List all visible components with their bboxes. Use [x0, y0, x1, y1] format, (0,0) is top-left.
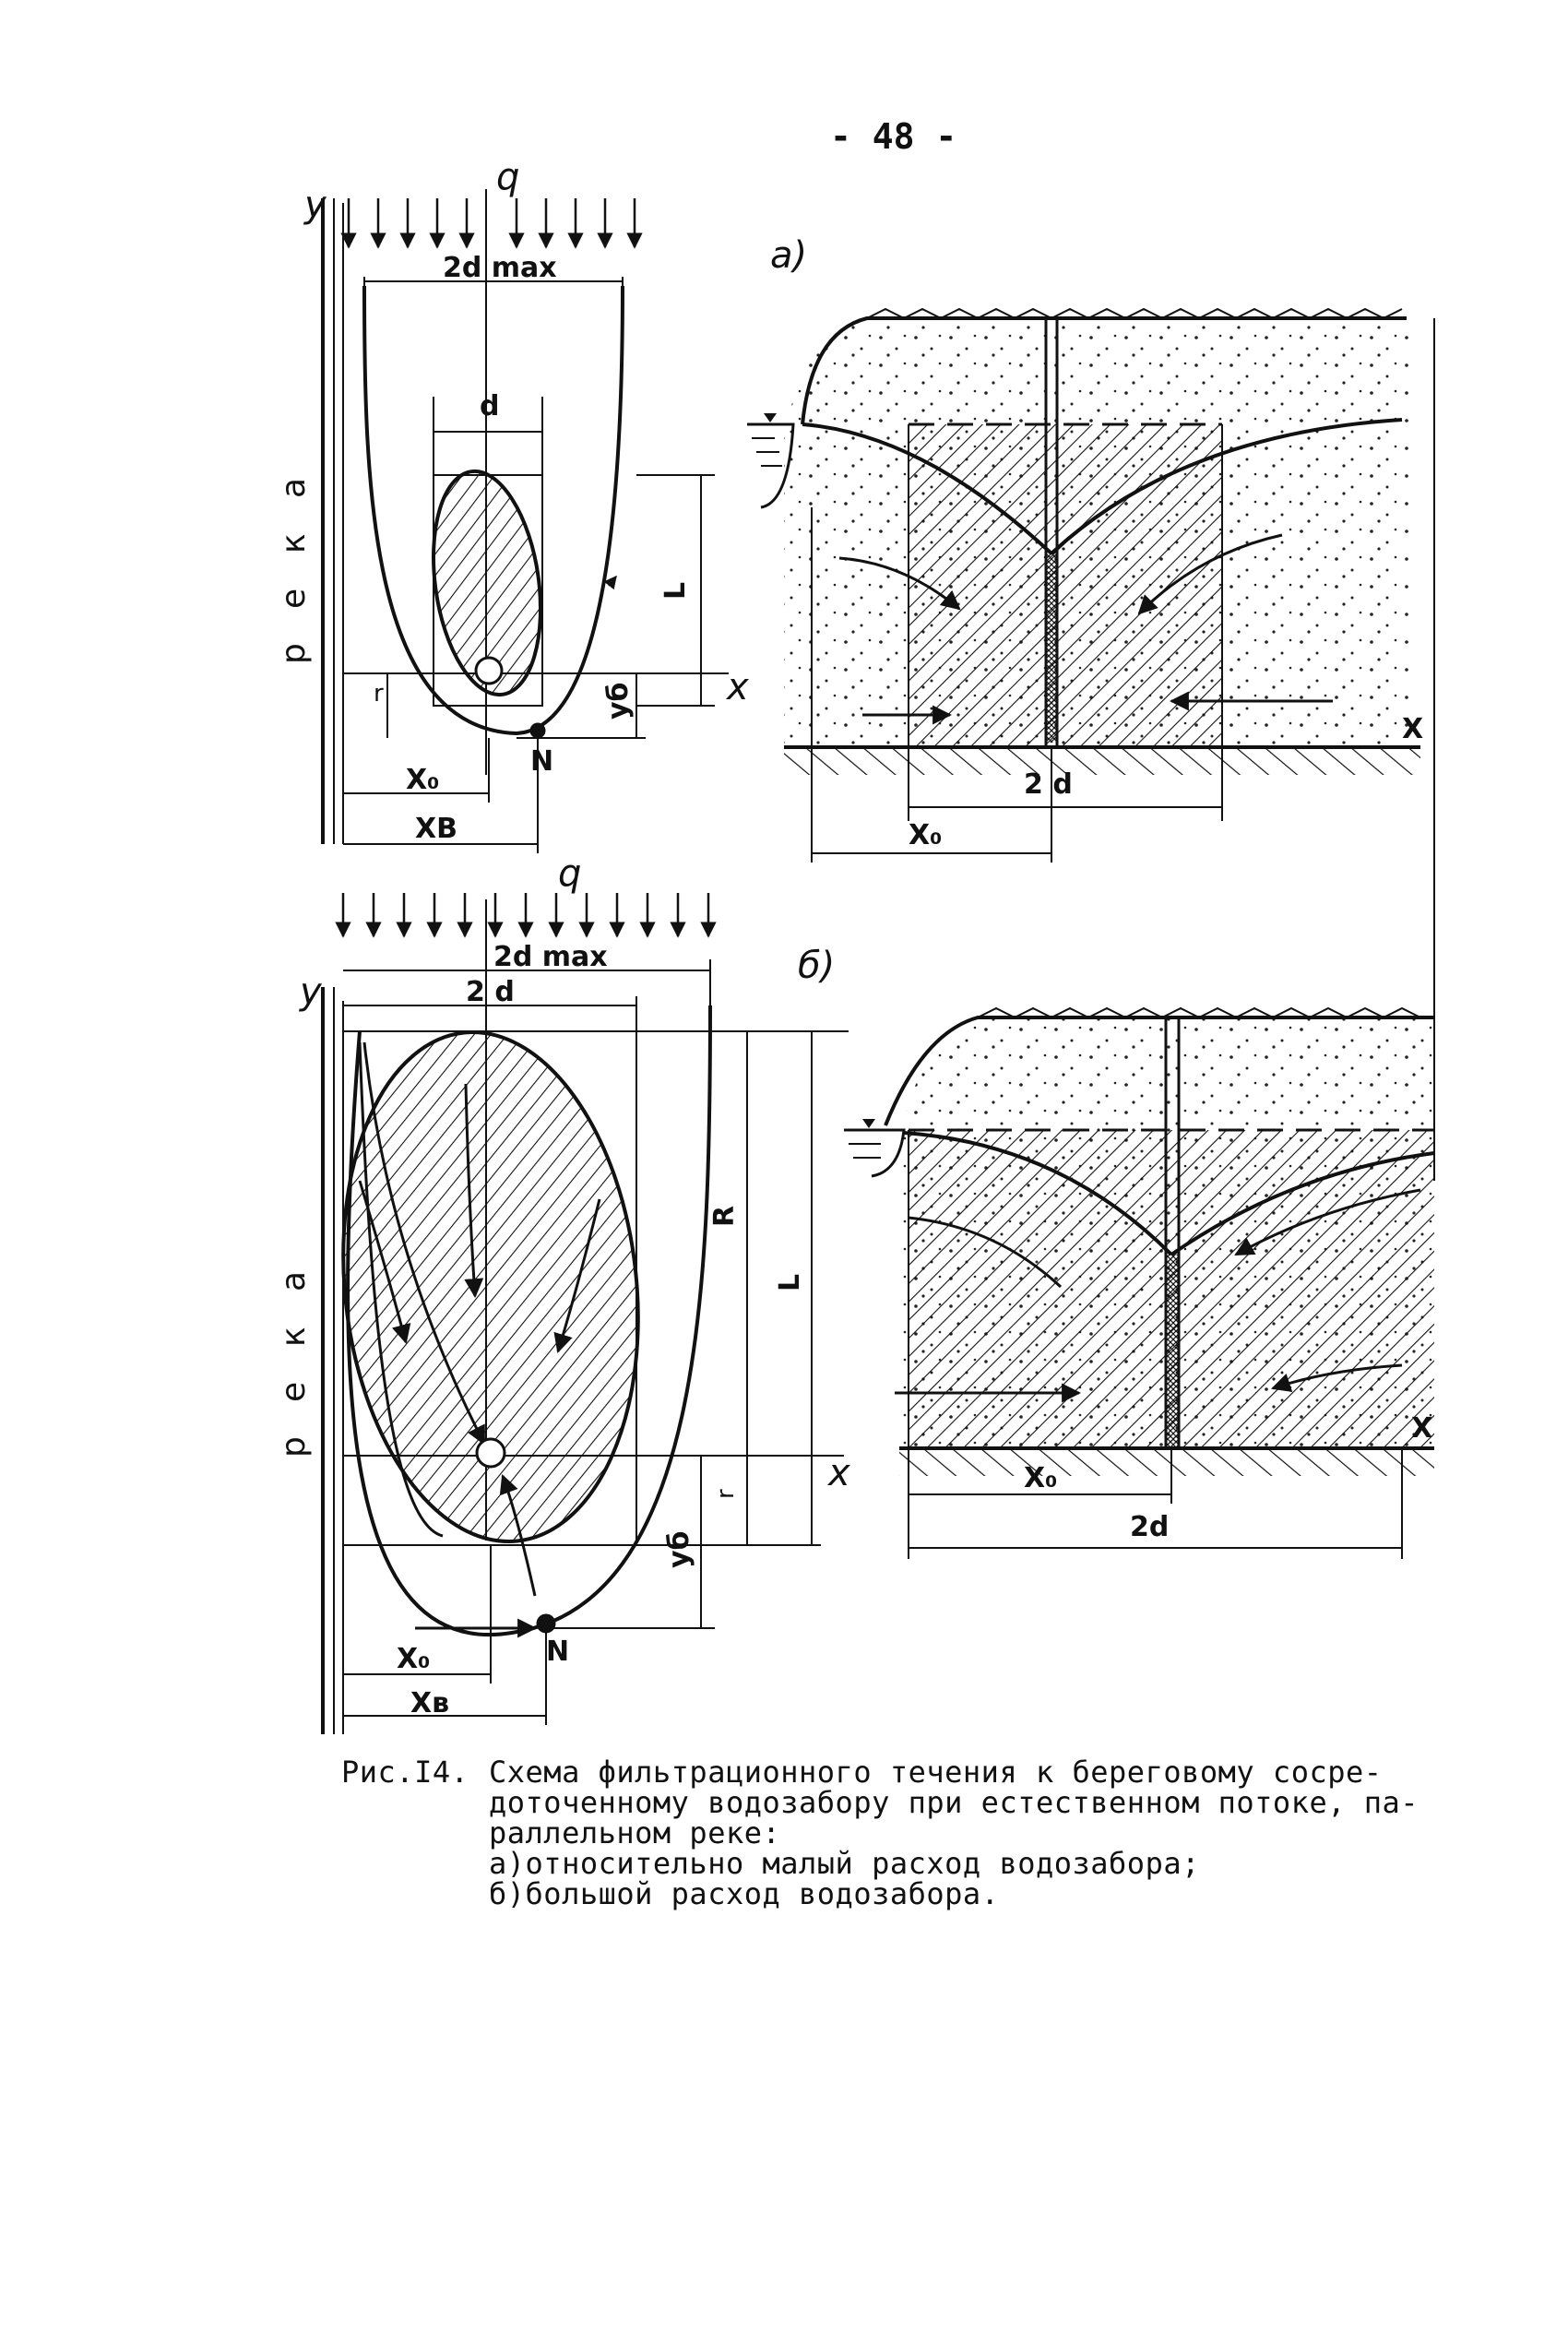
plan-b-r-label: r: [712, 1489, 740, 1499]
plan-a-x0-label: X₀: [406, 764, 440, 796]
plan-a-q-label: q: [496, 156, 520, 198]
section-b-2d-label: 2d: [1130, 1511, 1170, 1543]
plan-b-N-label: N: [546, 1636, 570, 1668]
plan-b-river-label: [275, 1271, 313, 1458]
section-a-x-label: X: [1402, 713, 1424, 745]
plan-b-x-label: x: [828, 1452, 850, 1494]
svg-text:а: а: [275, 1270, 313, 1291]
caption-line: Схема фильтрационного течения к береговому сосре-: [489, 1755, 1383, 1790]
caption-item: а)относительно малый расход водозабора;: [489, 1846, 1200, 1881]
section-b: [844, 1008, 1434, 1559]
plan-a-N-label: N: [530, 745, 554, 778]
section-a-2d-label: 2 d: [1024, 768, 1073, 801]
plan-b-R-label: R: [708, 1205, 741, 1227]
plan-a-d-label: d: [480, 390, 500, 422]
plan-a-y-label: y: [304, 184, 327, 226]
caption-line: раллельном реке:: [489, 1815, 781, 1850]
plan-a-x-label: x: [727, 666, 749, 708]
svg-text:к: к: [275, 533, 313, 553]
figure-caption: [341, 1757, 1476, 1910]
svg-text:р: р: [275, 1436, 313, 1458]
plan-b-L-label: L: [774, 1273, 806, 1291]
plan-a-r-label: r: [374, 680, 384, 708]
inflow-arrows-a: [349, 198, 635, 247]
plan-a-L-label: L: [659, 581, 692, 600]
plan-a-2dmax-label: 2d max: [443, 252, 557, 284]
panel-b-label: б): [798, 945, 836, 987]
panel-a-label: a): [770, 234, 808, 277]
plan-a-labels: [275, 156, 807, 845]
plan-b-2d-label: 2 d: [466, 976, 515, 1008]
svg-text:е: е: [275, 588, 313, 609]
caption-label: Рис.I4.: [341, 1755, 469, 1790]
section-b-x-label: X: [1411, 1412, 1433, 1445]
plan-b-x0-label: X₀: [397, 1643, 431, 1675]
plan-a-yb-label: yб: [602, 682, 635, 720]
plan-b-2dmax-label: 2d max: [493, 941, 608, 973]
plan-a-xb-label: XB: [415, 813, 457, 845]
plan-a: [323, 189, 729, 853]
plan-b-yb-label: yб: [663, 1530, 695, 1568]
svg-text:к: к: [275, 1327, 313, 1347]
plan-b-q-label: q: [558, 852, 582, 895]
svg-text:е: е: [275, 1381, 313, 1402]
section-b-x0-label: X₀: [1024, 1462, 1058, 1494]
plan-a-river-label: [275, 478, 313, 664]
caption-line: доточенному водозабору при естественном потоке, па-: [489, 1785, 1420, 1820]
plan-b: [319, 893, 849, 1734]
plan-b-y-label: y: [300, 970, 322, 1013]
svg-text:р: р: [275, 643, 313, 664]
inflow-arrows-b: [343, 893, 708, 936]
plan-b-xb-label: Xв: [410, 1687, 450, 1719]
section-a-x0-label: X₀: [909, 819, 943, 851]
caption-item: б)большой расход водозабора.: [489, 1876, 1000, 1911]
svg-text:а: а: [275, 477, 313, 498]
page-number: - 48 -: [830, 116, 957, 157]
